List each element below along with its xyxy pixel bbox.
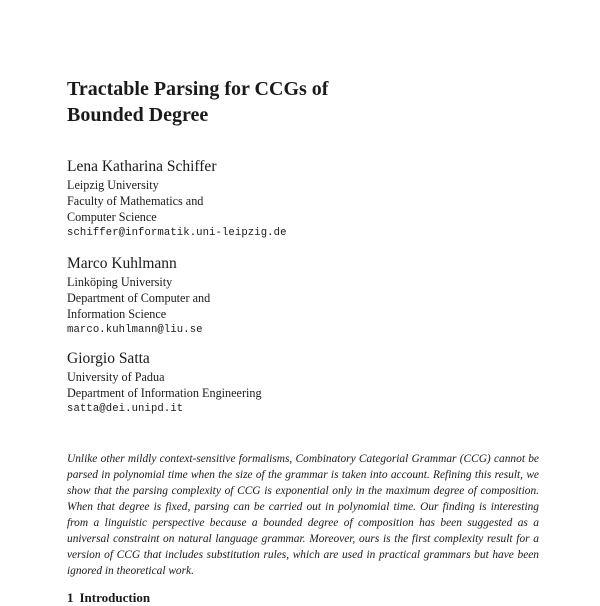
author-affiliation-line: Information Science — [67, 307, 167, 321]
author-affiliation-line: Leipzig University — [67, 178, 159, 192]
section-number: 1 — [67, 590, 74, 605]
author-affiliation-line: Department of Computer and — [67, 291, 211, 305]
title-line-2: Bounded Degree — [67, 104, 209, 126]
author-affiliation-line: Linköping University — [67, 275, 173, 289]
author-email: satta@dei.unipd.it — [67, 403, 184, 415]
author-email: schiffer@informatik.uni-leipzig.de — [67, 227, 287, 239]
author-block-kuhlmann — [67, 254, 367, 338]
title-line-1: Tractable Parsing for CCGs of — [67, 78, 329, 100]
section-heading — [67, 590, 156, 606]
author-block-schiffer — [67, 157, 367, 241]
author-affiliation-line: University of Padua — [67, 370, 165, 384]
author-name: Marco Kuhlmann — [67, 255, 177, 272]
author-email: marco.kuhlmann@liu.se — [67, 324, 203, 336]
author-affiliation-line: Faculty of Mathematics and — [67, 194, 204, 208]
author-block-satta — [67, 349, 367, 417]
author-name: Lena Katharina Schiffer — [67, 158, 217, 175]
author-affiliation-line: Computer Science — [67, 210, 157, 224]
author-name: Giorgio Satta — [67, 350, 150, 367]
abstract-text: Unlike other mildly context-sensitive formalisms, Combinatory Categorial Grammar (CCG) cannot be parsed in polynomial time when the size of the grammar is taken into account. Refining this result, we show that the parsing complexity of CCG is exponential only in the maximum degree of composition. When that degree is fixed, parsing can be carried out in polynomial time. Our finding is interesting from a linguistic perspective because a bounded degree of composition has been suggested as a universal constraint on natural language grammar. Moreover, ours is the first complexity result for a version of CCG that includes substitution rules, which are used in practical grammars but have been ignored in theoretical work. — [67, 453, 539, 577]
paper-title — [67, 76, 387, 128]
section-title: Introduction — [79, 590, 151, 605]
author-affiliation-line: Department of Information Engineering — [67, 386, 262, 400]
